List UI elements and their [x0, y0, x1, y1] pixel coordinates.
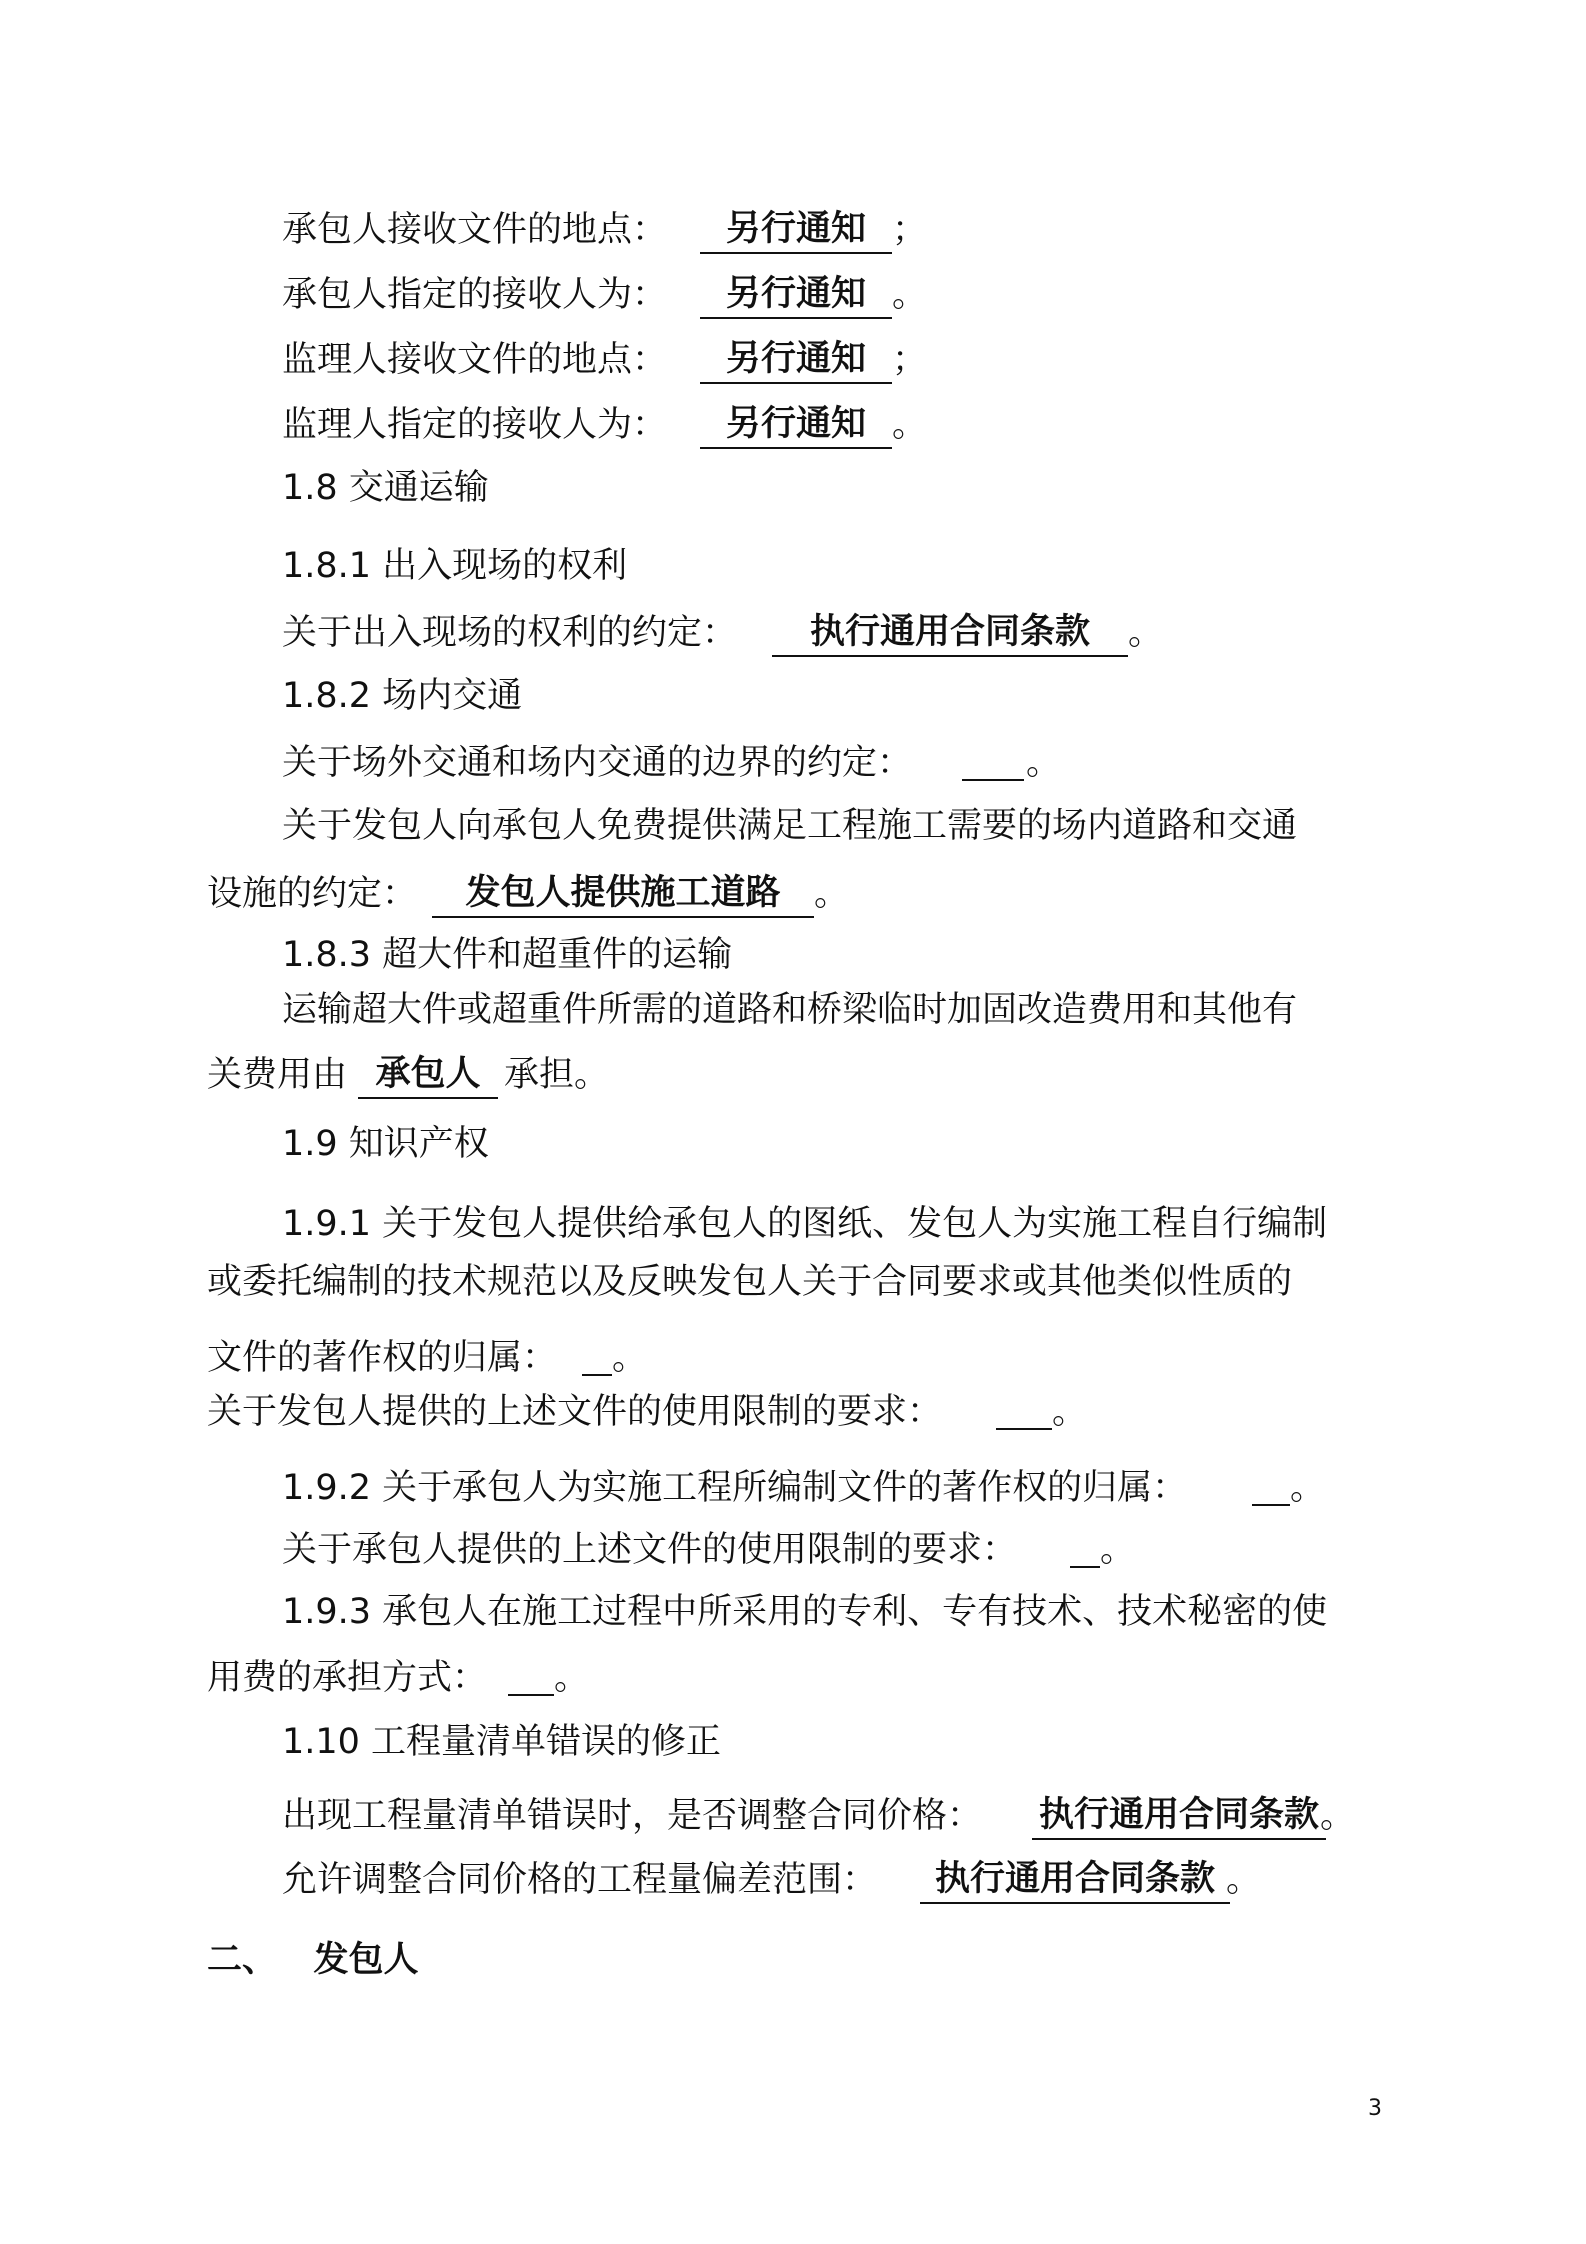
line-text: 设施的约定： [207, 874, 418, 914]
line-text: 文件的著作权的归属： [207, 1338, 558, 1378]
line-punct: 。 [1226, 1860, 1262, 1900]
line-punct: 。 [554, 1658, 590, 1698]
line-punct: 。 [1290, 1468, 1326, 1508]
filled-blank: 另行通知 [700, 336, 892, 384]
line-punct: 。 [1128, 613, 1164, 653]
empty-blank [962, 739, 1024, 781]
empty-blank [1070, 1526, 1100, 1568]
line-text: 1.9.1 关于发包人提供给承包人的图纸、发包人为实施工程自行编制 [282, 1204, 1328, 1244]
doc-line [0, 1045, 1586, 1105]
line-text: 关于发包人向承包人免费提供满足工程施工需要的场内道路和交通 [282, 806, 1298, 846]
line-punct: 。 [1100, 1530, 1136, 1570]
doc-line [0, 1520, 1586, 1580]
doc-line [0, 1328, 1586, 1388]
filled-blank: 发包人提供施工道路 [432, 870, 814, 918]
line-punct: 。 [1052, 1392, 1088, 1432]
line-punct: 。 [814, 874, 850, 914]
line-text: 运输超大件或超重件所需的道路和桥梁临时加固改造费用和其他有 [282, 990, 1298, 1030]
filled-blank: 承包人 [358, 1051, 498, 1099]
chapter-heading: 二、 发包人 [207, 1940, 419, 1980]
section-heading: 1.8.1 出入现场的权利 [282, 546, 628, 586]
filled-blank: 另行通知 [700, 401, 892, 449]
section-heading: 1.8.2 场内交通 [282, 676, 523, 716]
line-text: 关于出入现场的权利的约定： [282, 613, 738, 653]
line-text: 承包人指定的接收人为： [282, 275, 668, 315]
line-text: 关费用由 [207, 1055, 348, 1095]
doc-line [0, 980, 1586, 1040]
line-text: 出现工程量清单错误时，是否调整合同价格： [282, 1796, 983, 1836]
line-punct: 。 [612, 1338, 648, 1378]
doc-line [0, 265, 1586, 325]
page-number: 3 [1368, 2096, 1382, 2121]
doc-line [0, 796, 1586, 856]
line-text: 1.9.2 关于承包人为实施工程所编制文件的著作权的归属： [282, 1468, 1188, 1508]
line-text: 1.9.3 承包人在施工过程中所采用的专利、专有技术、技术秘密的使 [282, 1592, 1328, 1632]
doc-line [0, 1582, 1586, 1642]
filled-blank: 另行通知 [700, 206, 892, 254]
doc-line [0, 1786, 1586, 1846]
empty-blank [1252, 1464, 1290, 1506]
doc-line [0, 1252, 1586, 1312]
empty-blank [508, 1654, 554, 1696]
empty-blank [582, 1334, 612, 1376]
line-punct: 。 [1320, 1796, 1356, 1836]
filled-blank: 执行通用合同条款 [772, 609, 1128, 657]
filled-blank: 执行通用合同条款 [1032, 1792, 1326, 1840]
doc-line [0, 395, 1586, 455]
section-heading: 1.8.3 超大件和超重件的运输 [282, 935, 733, 975]
doc-line [0, 1382, 1586, 1442]
line-text: 关于发包人提供的上述文件的使用限制的要求： [207, 1392, 943, 1432]
line-punct: 承担。 [504, 1055, 610, 1095]
section-heading: 1.8 交通运输 [282, 468, 489, 508]
doc-line [0, 603, 1586, 663]
line-text: 或委托编制的技术规范以及反映发包人关于合同要求或其他类似性质的 [207, 1262, 1293, 1302]
line-punct: ； [892, 340, 928, 380]
line-text: 监理人指定的接收人为： [282, 405, 668, 445]
line-text: 承包人接收文件的地点： [282, 210, 668, 250]
empty-blank [996, 1388, 1052, 1430]
doc-line [0, 200, 1586, 260]
line-text: 关于场外交通和场内交通的边界的约定： [282, 743, 913, 783]
line-text: 关于承包人提供的上述文件的使用限制的要求： [282, 1530, 1018, 1570]
doc-line [0, 1458, 1586, 1518]
filled-blank: 另行通知 [700, 271, 892, 319]
line-punct: ； [892, 210, 928, 250]
doc-line [0, 864, 1586, 924]
line-text: 用费的承担方式： [207, 1658, 488, 1698]
doc-line [0, 733, 1586, 793]
doc-line [0, 1194, 1586, 1254]
section-heading: 1.9 知识产权 [282, 1124, 489, 1164]
doc-line [0, 330, 1586, 390]
section-heading: 1.10 工程量清单错误的修正 [282, 1722, 722, 1762]
doc-line [0, 1850, 1586, 1910]
filled-blank: 执行通用合同条款 [920, 1856, 1230, 1904]
line-punct: 。 [892, 275, 928, 315]
line-punct: 。 [1026, 743, 1062, 783]
doc-line [0, 1648, 1586, 1708]
line-punct: 。 [892, 405, 928, 445]
line-text: 允许调整合同价格的工程量偏差范围： [282, 1860, 878, 1900]
line-text: 监理人接收文件的地点： [282, 340, 668, 380]
